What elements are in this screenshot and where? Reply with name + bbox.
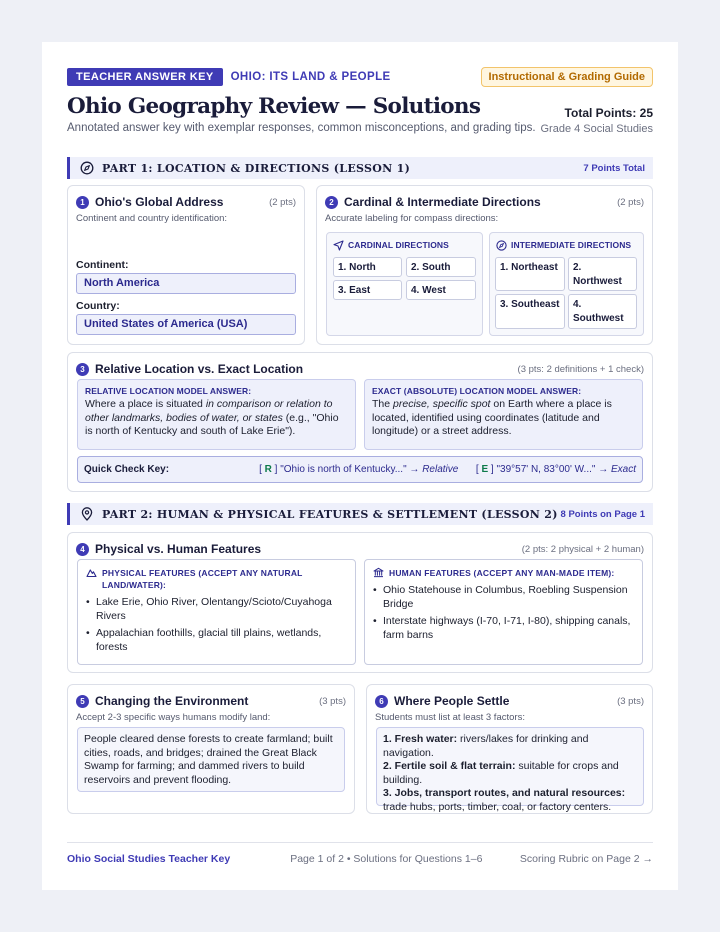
answer-emphasis: in comparison or relation to other landmarks, bodies of water, or states — [85, 398, 333, 424]
question-1-card — [67, 185, 305, 345]
grade-level: Grade 4 Social Studies — [540, 123, 653, 135]
question-points: (3 pts) — [617, 695, 644, 707]
question-6-card — [366, 684, 653, 814]
question-points: (3 pts) — [319, 695, 346, 707]
factor-text: suitable for crops and building. — [383, 760, 619, 786]
relative-heading: RELATIVE LOCATION MODEL ANSWER: — [85, 386, 252, 396]
question-description: Students must list at least 3 factors: — [375, 712, 525, 723]
footer-next-link[interactable]: Scoring Rubric on Page 2 → — [519, 852, 653, 865]
intermediate-answer: 1. Northeast — [495, 257, 565, 291]
question-2-card — [316, 185, 653, 345]
intermediate-panel — [489, 232, 644, 336]
exact-location-answer — [364, 379, 643, 450]
part2-banner — [67, 503, 653, 525]
question-points: (3 pts: 2 definitions + 1 check) — [517, 363, 644, 375]
cardinal-answer: 3. East — [333, 280, 402, 300]
exemplar-response: People cleared dense forests to create farmland; built cities, roads, and bridges; drained the Great Black Swamp for farming; and dammed rivers to build reservoirs and prevent flooding. — [77, 727, 345, 792]
answer-text: Where a place is situated — [85, 398, 206, 410]
list-item: • Appalachian foothills, glacial till plains, wetlands, forests — [86, 626, 347, 654]
part1-title: PART 1: LOCATION & DIRECTIONS (LESSON 1) — [102, 161, 411, 175]
map-pin-icon — [80, 507, 94, 521]
list-item: • Lake Erie, Ohio River, Olentangy/Scioto/Cuyahoga Rivers — [86, 595, 347, 623]
bracket: [ — [259, 464, 265, 475]
continent-field: North America — [76, 273, 296, 294]
page-title: Ohio Geography Review — Solutions — [67, 94, 481, 119]
cardinal-answer: 1. North — [333, 257, 402, 277]
country-field: United States of America (USA) — [76, 314, 296, 335]
quick-check-key — [77, 456, 643, 483]
answer-key-page — [42, 42, 678, 890]
question-title: Relative Location vs. Exact Location — [95, 362, 304, 376]
question-title: Ohio's Global Address — [95, 195, 224, 209]
question-points: (2 pts: 2 physical + 2 human) — [521, 543, 644, 555]
factor-text: rivers/lakes for drinking and navigation. — [383, 733, 589, 759]
building-icon — [373, 567, 384, 578]
relative-location-answer — [77, 379, 356, 450]
exact-heading: EXACT (ABSOLUTE) LOCATION MODEL ANSWER: — [372, 386, 582, 396]
physical-features-box — [77, 559, 356, 665]
footer-page-info: Page 1 of 2 • Solutions for Questions 1–6 — [290, 852, 483, 865]
question-description: Accept 2-3 specific ways humans modify land: — [76, 712, 271, 723]
factor-label: 1. Fresh water: — [383, 733, 458, 745]
physical-heading: PHYSICAL FEATURES (ACCEPT ANY NATURAL LAND/WATER): — [102, 568, 303, 590]
page-footer — [67, 842, 653, 874]
part1-banner — [67, 157, 653, 179]
question-5-card — [67, 684, 355, 814]
factor-text: trade hubs, ports, timber, coal, or factory centers. — [383, 800, 612, 813]
quick-check-result: Relative — [422, 464, 459, 475]
title-row — [67, 93, 653, 135]
answer-text: on Earth where a place is located, identified using coordinates (latitude and longitude) or a street address. — [372, 398, 612, 437]
question-title: Physical vs. Human Features — [95, 542, 262, 556]
quick-check-result: Exact — [610, 464, 636, 475]
part2-title: PART 2: HUMAN & PHYSICAL FEATURES & SETTLEMENT (LESSON 2) — [102, 507, 558, 521]
quick-check-item: ] "39°57' N, 83°00' W..." → — [488, 464, 611, 475]
intermediate-answer: 2. Northwest — [568, 257, 637, 291]
question-number: 1 — [76, 196, 89, 209]
quick-check-item: ] "Ohio is north of Kentucky..." → — [271, 464, 423, 475]
country-label: Country: — [76, 300, 120, 312]
question-number: 3 — [76, 363, 89, 376]
relative-tag: R — [264, 464, 272, 475]
human-features-box — [364, 559, 643, 665]
exact-tag: E — [481, 464, 489, 475]
human-heading: HUMAN FEATURES (ACCEPT ANY MAN-MADE ITEM): — [389, 568, 615, 578]
question-title: Where People Settle — [394, 694, 510, 708]
answer-text: The — [372, 398, 394, 410]
question-4-card — [67, 532, 653, 673]
quick-check-label: Quick Check Key: — [84, 464, 170, 475]
footer-title: Ohio Social Studies Teacher Key — [67, 852, 231, 865]
exemplar-response — [376, 727, 644, 813]
list-item: • Interstate highways (I-70, I-71, I-80), shipping canals, farm barns — [373, 614, 634, 642]
continent-label: Continent: — [76, 259, 129, 271]
navigation-arrow-icon — [333, 240, 344, 251]
question-3-card — [67, 352, 653, 492]
factor-label: 3. Jobs, transport routes, and natural resources: — [383, 787, 626, 799]
question-title: Cardinal & Intermediate Directions — [344, 195, 541, 209]
mountain-icon — [86, 567, 97, 578]
question-number: 5 — [76, 695, 89, 708]
cardinal-answer: 4. West — [406, 280, 476, 300]
teacher-key-badge: TEACHER ANSWER KEY — [67, 68, 223, 86]
intermediate-answer: 4. Southwest — [568, 294, 637, 329]
intermediate-heading: INTERMEDIATE DIRECTIONS — [511, 240, 632, 250]
question-description: Accurate labeling for compass directions: — [325, 213, 499, 224]
compass-icon — [496, 240, 507, 251]
cardinal-heading: CARDINAL DIRECTIONS — [348, 240, 449, 250]
compass-icon — [80, 161, 94, 175]
page-subtitle: Annotated answer key with exemplar responses, common misconceptions, and grading tips. — [67, 122, 536, 134]
part1-points: 7 Points Total — [583, 162, 645, 174]
question-number: 4 — [76, 543, 89, 556]
cardinal-panel — [326, 232, 483, 336]
intermediate-answer: 3. Southeast — [495, 294, 565, 329]
question-points: (2 pts) — [617, 196, 644, 208]
unit-title: OHIO: ITS LAND & PEOPLE — [230, 70, 391, 83]
total-points: Total Points: 25 — [564, 106, 653, 120]
answer-text: (e.g., "Ohio is north of Kentucky and south of Lake Erie"). — [85, 411, 339, 437]
answer-emphasis: precise, specific spot — [393, 398, 491, 410]
factor-label: 2. Fertile soil & flat terrain: — [383, 760, 516, 772]
question-number: 2 — [325, 196, 338, 209]
cardinal-answer: 2. South — [406, 257, 476, 277]
guide-badge: Instructional & Grading Guide — [481, 67, 653, 87]
bracket: [ — [475, 464, 482, 475]
header-top — [67, 67, 653, 86]
question-description: Continent and country identification: — [76, 213, 228, 224]
list-item: • Ohio Statehouse in Columbus, Roebling Suspension Bridge — [373, 583, 634, 611]
question-number: 6 — [375, 695, 388, 708]
quick-check-answers — [259, 464, 636, 475]
part2-points: 8 Points on Page 1 — [560, 508, 645, 520]
question-title: Changing the Environment — [95, 694, 249, 708]
question-points: (2 pts) — [269, 196, 296, 208]
